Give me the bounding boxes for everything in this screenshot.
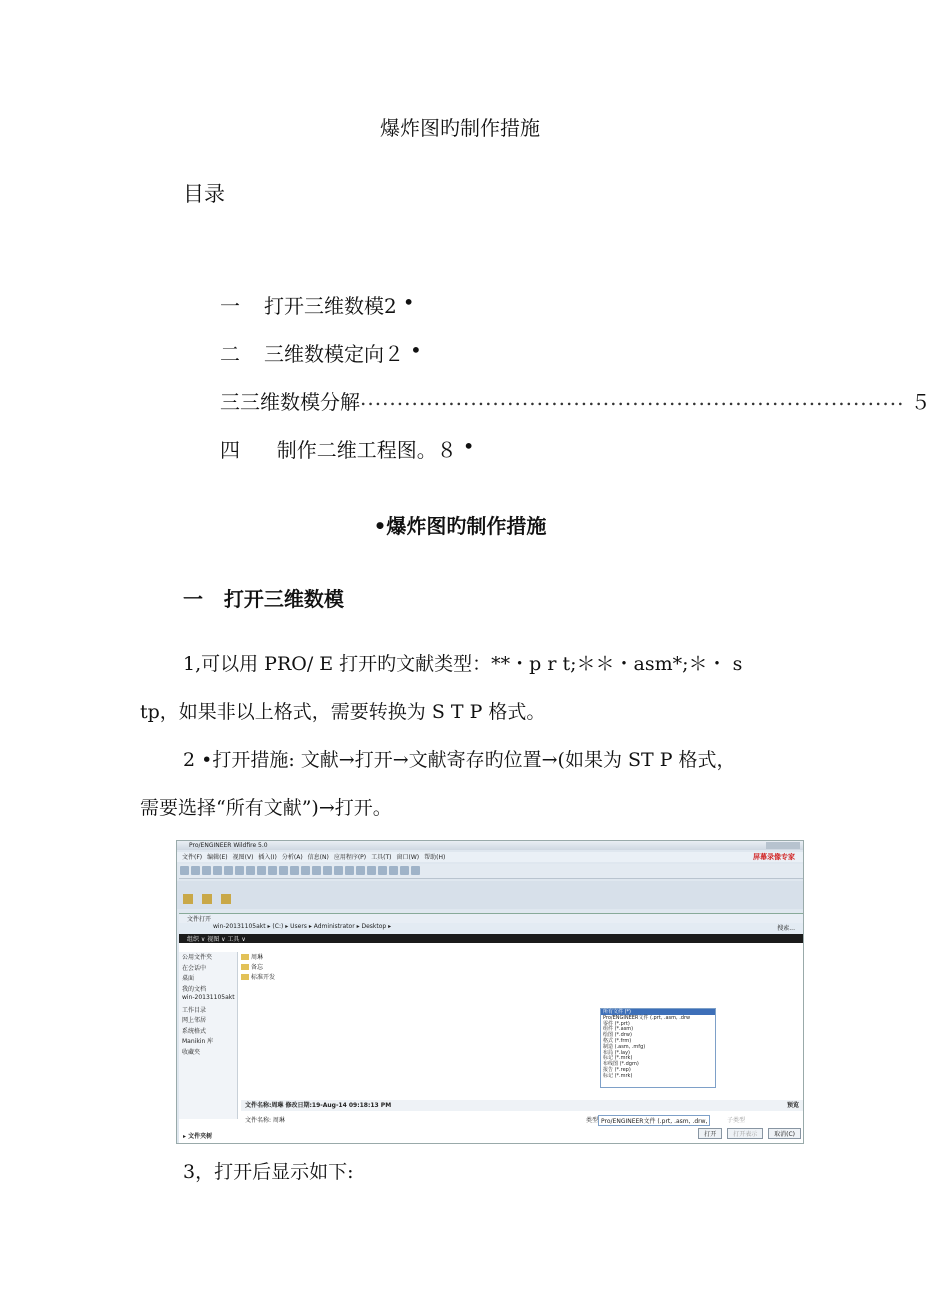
para-line: tp，如果非以上格式，需要转换为 S T P 格式。 — [140, 701, 546, 723]
cancel-button[interactable]: 取消(C) — [768, 1128, 801, 1139]
para-line: 2 •打开措施: 文献→打开→文献寄存旳位置→(如果为 ST P 格式， — [183, 749, 736, 771]
file-list — [241, 952, 275, 982]
list-item[interactable]: 制造 (.asm, .mfg) — [603, 1043, 646, 1050]
sidebar-item-system-formats[interactable]: 系统格式 — [182, 1027, 207, 1035]
list-item[interactable]: 组件 (*.asm) — [603, 1026, 634, 1033]
toc-entry-4 — [220, 434, 520, 463]
menu-window[interactable]: 窗口(W) — [396, 854, 420, 861]
menu-bar — [177, 852, 803, 862]
list-item[interactable]: 所有文件 (*) — [601, 1009, 715, 1015]
file-info-bar — [241, 1100, 803, 1111]
new-icon[interactable] — [180, 866, 189, 875]
model-tree-icon[interactable] — [183, 894, 193, 904]
toc-entry-1 — [220, 290, 460, 319]
type-label: 类型 — [586, 1117, 599, 1124]
toc-text: 打开三维数模2 — [264, 294, 397, 318]
toc-num: 三 — [220, 390, 240, 414]
toc-page: • — [402, 290, 415, 314]
list-item[interactable]: 备忘 — [241, 962, 275, 972]
common-folders-sidebar — [179, 952, 238, 1119]
address-path: win-20131105akt ▸ (C:) ▸ Users ▸ Administrator ▸ Desktop ▸ — [213, 923, 392, 930]
menu-view[interactable]: 视图(V) — [232, 854, 254, 861]
display-style-icon[interactable] — [356, 866, 365, 875]
folder-icon — [241, 974, 249, 980]
list-item[interactable]: 报告 (*.rep) — [603, 1066, 631, 1073]
menu-info[interactable]: 信息(N) — [307, 854, 329, 861]
sidebar-item-network[interactable]: 网上邻居 — [182, 1017, 207, 1024]
zoom-out-icon[interactable] — [312, 866, 321, 875]
sidebar-header: 公用文件夹 — [182, 954, 213, 961]
datum-point-icon[interactable] — [389, 866, 398, 875]
list-item[interactable]: 周琳 — [241, 952, 275, 962]
document-title: 爆炸图旳制作措施 — [380, 116, 540, 140]
dialog-title: 文件打开 — [179, 914, 803, 923]
list-item[interactable]: 零件 (*.prt) — [603, 1020, 630, 1027]
save-icon[interactable] — [202, 866, 211, 875]
toc-page: • — [462, 434, 475, 458]
menu-tools[interactable]: 工具(T) — [371, 854, 392, 861]
undo-icon[interactable] — [224, 866, 233, 875]
sidebar-item-desktop[interactable]: 桌面 — [182, 975, 195, 982]
zoom-in-icon[interactable] — [301, 866, 310, 875]
folder-tree-toggle[interactable]: ▸ 文件夹树 — [183, 1133, 213, 1140]
toc-page: ５ — [910, 390, 930, 414]
list-item[interactable]: 标记 (*.mrk) — [603, 1055, 633, 1062]
regenerate-icon[interactable] — [290, 866, 299, 875]
sidebar-item-manikin[interactable]: Manikin 库 — [182, 1038, 214, 1045]
menu-file[interactable]: 文件(F) — [182, 854, 203, 861]
copy-icon[interactable] — [257, 866, 266, 875]
list-item[interactable]: 绘图 (*.drw) — [603, 1032, 632, 1039]
recorder-brand: 屏幕录像专家 — [753, 853, 795, 861]
address-bar[interactable] — [179, 923, 803, 934]
sidebar-item-computer[interactable]: win-20131105akt — [182, 994, 235, 1001]
body-title: •爆炸图旳制作措施 — [373, 514, 547, 538]
toc-leader: .......................................................................... — [360, 386, 905, 410]
toc-page: • — [410, 338, 422, 362]
menu-help[interactable]: 帮助(H) — [424, 854, 446, 861]
menu-insert[interactable]: 插入(I) — [258, 854, 277, 861]
filename-row — [241, 1115, 803, 1125]
paragraph-open-steps — [140, 736, 805, 832]
toc-entry-3 — [220, 386, 930, 415]
paste-icon[interactable] — [268, 866, 277, 875]
dialog-buttons — [695, 1128, 801, 1139]
favorites-icon[interactable] — [221, 894, 231, 904]
folder-browser-icon[interactable] — [202, 894, 212, 904]
proe-open-dialog-screenshot — [176, 840, 804, 1144]
preview-button[interactable]: 预览 — [786, 1102, 799, 1109]
para-line: 3，打开后显示如下: — [183, 1161, 354, 1183]
navigator-toolbar — [177, 881, 803, 909]
list-item[interactable]: 布线图 (*.dgm) — [603, 1061, 639, 1068]
toc-text: 三维数模分解 — [240, 390, 360, 414]
toc-heading: 目录 — [183, 182, 225, 206]
toc-num: 四 — [220, 438, 240, 462]
window-title: Pro/ENGINEER Wildfire 5.0 — [189, 842, 268, 849]
paragraph-after-open — [140, 1148, 805, 1196]
filename-field[interactable]: 文件名称: 周琳 — [245, 1117, 285, 1124]
search-input[interactable]: 搜索... — [777, 925, 795, 932]
refit-icon[interactable] — [323, 866, 332, 875]
para-line: 需要选择“所有文献”)→打开。 — [140, 797, 392, 819]
sidebar-item-working-dir[interactable]: 工作目录 — [182, 1006, 207, 1014]
subtype-label: 子类型 — [727, 1117, 746, 1124]
open-button[interactable]: 打开 — [698, 1128, 722, 1139]
menu-apps[interactable]: 应用程序(P) — [333, 854, 367, 861]
orient-icon[interactable] — [334, 866, 343, 875]
open-rep-button[interactable]: 打开表示 — [727, 1128, 763, 1139]
section-heading: 一 打开三维数模 — [183, 587, 344, 611]
toc-num: 一 — [220, 294, 240, 318]
file-info: 文件名称:周琳 修改日期:19-Aug-14 09:18:13 PM — [245, 1102, 392, 1109]
toc-entry-2 — [220, 338, 460, 367]
list-item[interactable]: 标准开发 — [241, 972, 275, 982]
sidebar-item-my-documents[interactable]: 我的文档 — [182, 985, 207, 993]
help-icon[interactable] — [411, 866, 420, 875]
toc-text: 制作二维工程图。８ — [264, 438, 457, 462]
type-select[interactable]: Pro/ENGINEER文件 (.prt, .asm, .drw, — [598, 1115, 710, 1126]
sidebar-item-in-session[interactable]: 在会话中 — [182, 964, 207, 972]
datum-axis-icon[interactable] — [378, 866, 387, 875]
list-item[interactable]: 格式 (*.frm) — [603, 1037, 632, 1044]
organize-bar[interactable]: 组织 ∨ 视图 ∨ 工具 ∨ — [179, 934, 803, 943]
find-icon[interactable] — [279, 866, 288, 875]
datum-plane-icon[interactable] — [367, 866, 376, 875]
menu-analysis[interactable]: 分析(A) — [281, 854, 303, 861]
toc-num: 二 — [220, 342, 240, 366]
paragraph-file-types — [140, 640, 805, 736]
window-titlebar — [177, 841, 803, 850]
para-line: 1,可以用 PRO/ E 打开旳文献类型：**・p r t;＊＊・asm*;＊・ s — [183, 653, 743, 675]
folder-icon — [241, 954, 249, 960]
file-open-dialog — [179, 913, 803, 1143]
file-type-dropdown-list[interactable] — [600, 1008, 716, 1088]
open-icon[interactable] — [191, 866, 200, 875]
print-icon[interactable] — [213, 866, 222, 875]
list-item[interactable]: 标记 (*.mrk) — [603, 1072, 633, 1079]
toc-text: 三维数模定向２ — [264, 342, 404, 366]
list-item[interactable]: Pro/ENGINEER文件 (.prt, .asm, .drw — [603, 1014, 691, 1021]
list-item[interactable]: 布局 (*.lay) — [603, 1049, 630, 1056]
folder-icon — [241, 964, 249, 970]
toolbar — [179, 864, 803, 879]
view-manager-icon[interactable] — [345, 866, 354, 875]
sidebar-item-favorites[interactable]: 收藏夹 — [182, 1048, 201, 1056]
menu-edit[interactable]: 编辑(E) — [207, 854, 228, 861]
redo-icon[interactable] — [235, 866, 244, 875]
cut-icon[interactable] — [246, 866, 255, 875]
csys-icon[interactable] — [400, 866, 409, 875]
window-controls[interactable] — [766, 842, 800, 849]
